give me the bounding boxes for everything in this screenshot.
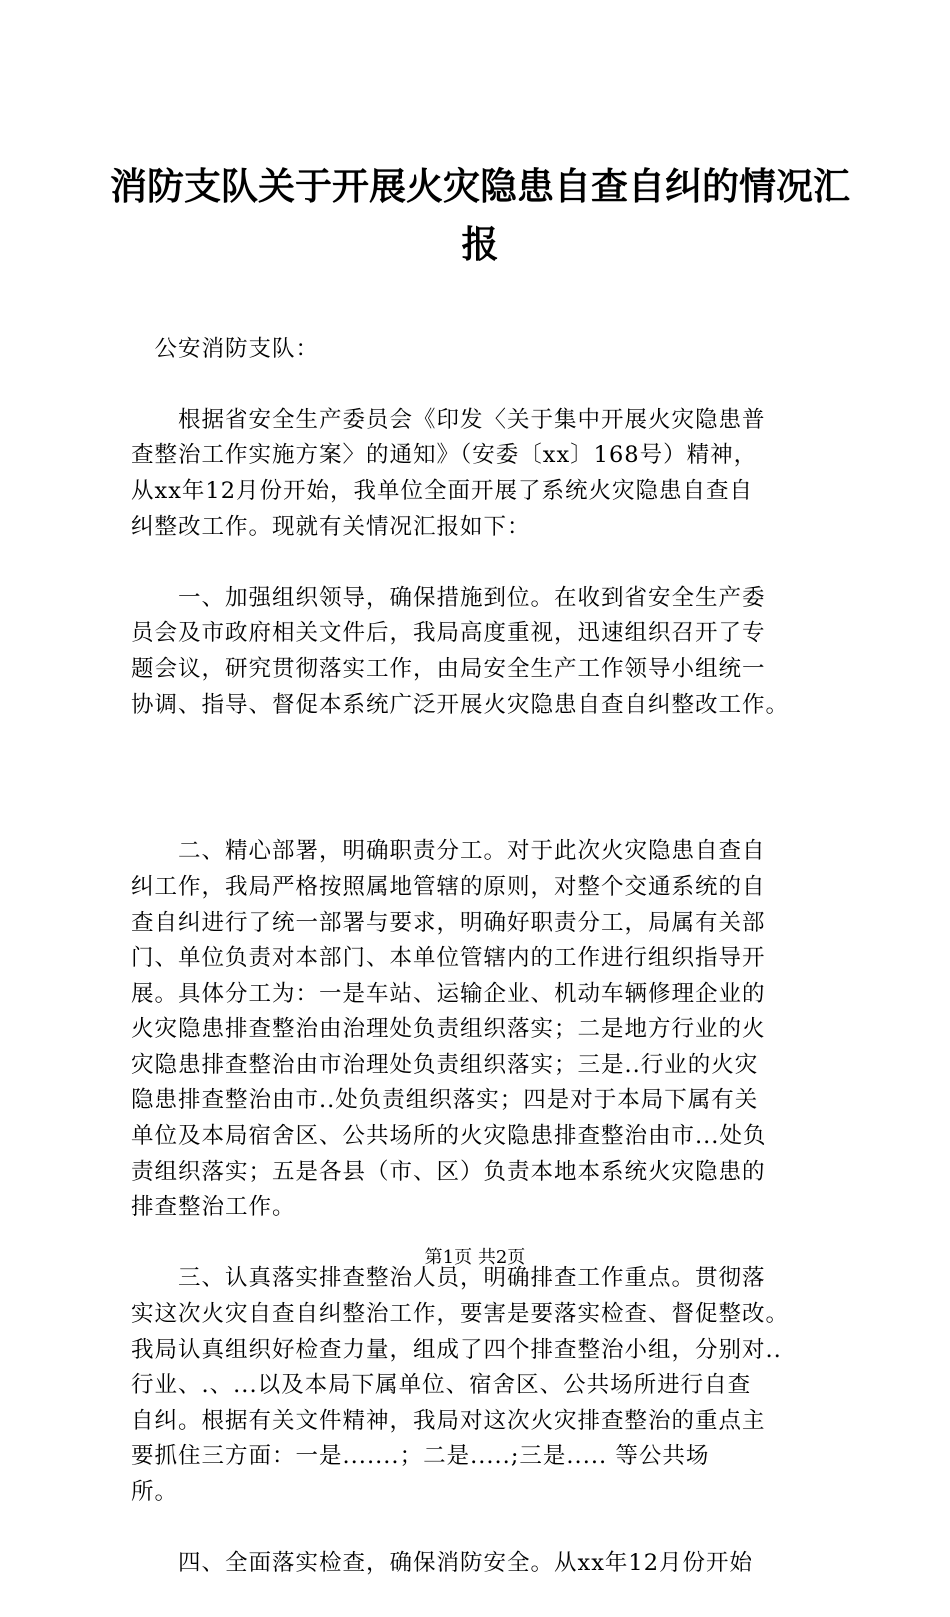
paragraph-gap xyxy=(131,759,833,799)
paragraph-intro: 根据省安全生产委员会《印发〈关于集中开展火灾隐患普 查整治工作实施方案〉的通知》（安委〔xx〕168号）精神， 从xx年12月份开始，我单位全面开展了系统火灾隐患自查自 纠整改工作。现就有关情况汇报如下： xyxy=(131,406,766,540)
document-body xyxy=(131,296,833,1617)
salutation: 公安消防支队： xyxy=(131,335,320,362)
paragraph-section-1: 一、加强组织领导，确保措施到位。在收到省安全生产委 员会及市政府相关文件后，我局高度重视，迅速组织召开了专 题会议，研究贯彻落实工作，由局安全生产工作领导小组统一 协调、指导、督促本系统广泛开展火灾隐患自查自纠整改工作。 xyxy=(131,584,790,718)
document-title: 消防支队关于开展火灾隐患自查自纠的情况汇 报 xyxy=(110,164,850,266)
paragraph-section-4: 四、全面落实检查，确保消防安全。从xx年12月份开始 xyxy=(131,1550,754,1577)
paragraph-section-3: 三、认真落实排查整治人员，明确排查工作重点。贯彻落 实这次火灾自查自纠整治工作，要害是要落实检查、督促整改。 我局认真组织好检查力量，组成了四个排查整治小组，分别对.. 行业、.、...以及本局下属单位、宿舍区、公共场所进行自查 自纠。根据有关文件精神，我局对这次火灾排查整治的重点主 要抓住三方面：一是.......；二是.....;三是..... 等公共场 所。 xyxy=(131,1265,790,1505)
paragraph-section-2: 二、精心部署，明确职责分工。对于此次火灾隐患自查自 纠工作，我局严格按照属地管辖的原则，对整个交通系统的自 查自纠进行了统一部署与要求，明确好职责分工，局属有关部 门、单位负责对本部门、本单位管辖内的工作进行组织指导开 展。具体分工为：一是车站、运输企业、机动车辆修理企业的 火灾隐患排查整治由治理处负责组织落实；二是地方行业的火 灾隐患排查整治由市治理处负责组织落实；三是..行业的火灾 隐患排查整治由市..处负责组织落实；四是对于本局下属有关 单位及本局宿舍区、公共场所的火灾隐患排查整治由市...处负 责组织落实；五是各县（市、区）负责本地本系统火灾隐患的 排查整治工作。 xyxy=(131,838,767,1221)
page-number-footer: 第1页 共2页 xyxy=(424,1247,526,1268)
